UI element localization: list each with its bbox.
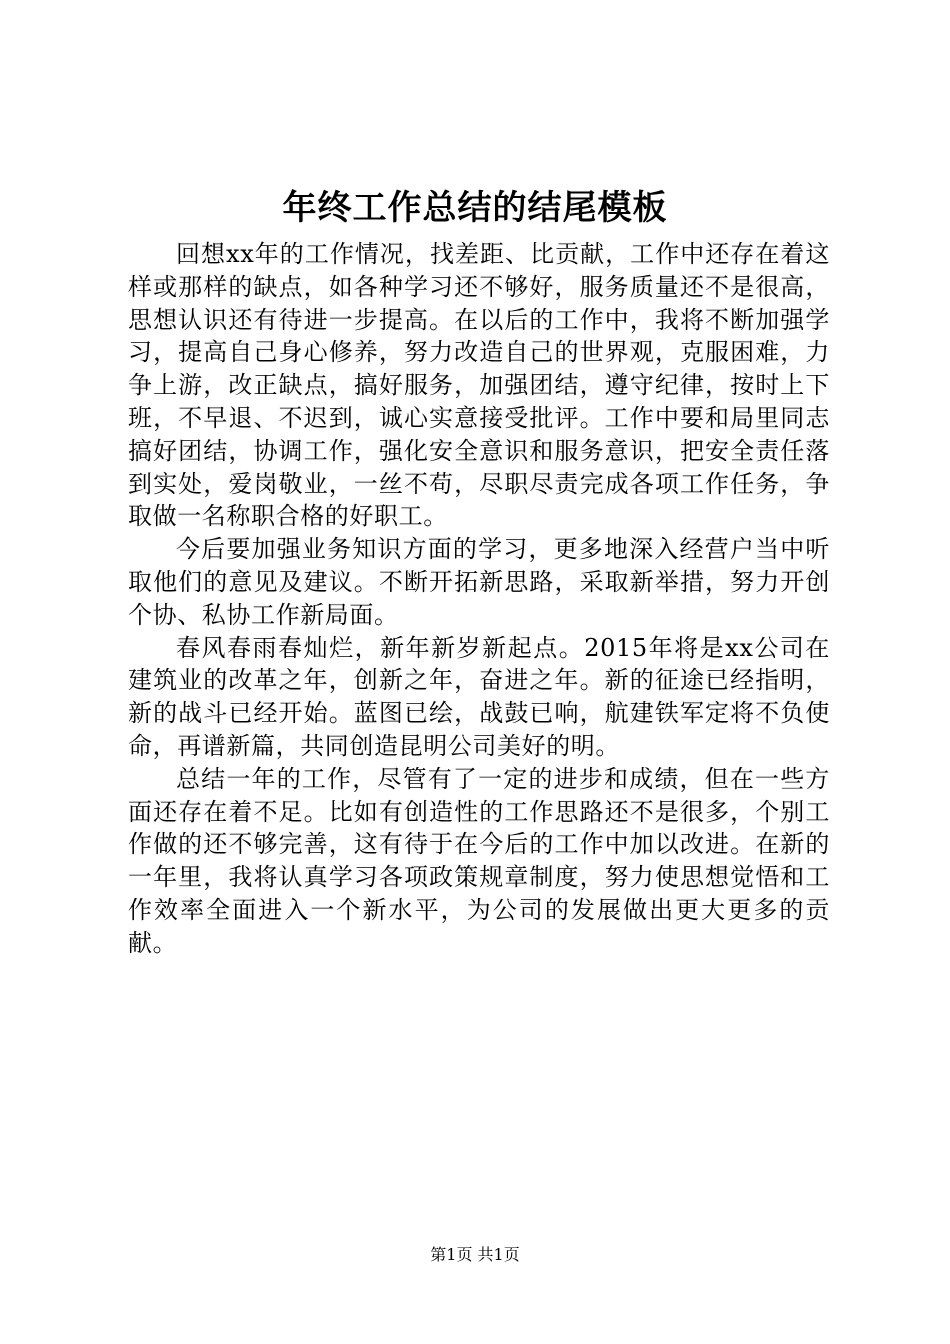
- paragraph-2: 今后要加强业务知识方面的学习，更多地深入经营户当中听取他们的意见及建议。不断开拓新思路，采取新举措，努力开创个协、私协工作新局面。: [128, 535, 830, 629]
- paragraph-1: 回想xx年的工作情况，找差距、比贡献，工作中还存在着这样或那样的缺点，如各种学习还不够好，服务质量还不是很高，思想认识还有待进一步提高。在以后的工作中，我将不断加强学习，提高自己身心修养，努力改造自己的世界观，克服困难，力争上游，改正缺点，搞好服务，加强团结，遵守纪律，按时上下班，不早退、不迟到，诚心实意接受批评。工作中要和局里同志搞好团结，协调工作，强化安全意识和服务意识，把安全责任落到实处，爱岗敬业，一丝不苟，尽职尽责完成各项工作任务，争取做一名称职合格的好职工。: [128, 240, 830, 531]
- document-body: [128, 238, 830, 960]
- document-title: 年终工作总结的结尾模板: [282, 188, 668, 228]
- paragraph-4: 总结一年的工作，尽管有了一定的进步和成绩，但在一些方面还存在着不足。比如有创造性的工作思路还不是很多，个别工作做的还不够完善，这有待于在今后的工作中加以改进。在新的一年里，我将认真学习各项政策规章制度，努力使思想觉悟和工作效率全面进入一个新水平，为公司的发展做出更大更多的贡献。: [128, 764, 830, 957]
- page-number-footer: 第1页 共1页: [430, 1245, 520, 1264]
- paragraph-3: 春风春雨春灿烂，新年新岁新起点。2015年将是xx公司在建筑业的改革之年，创新之年，奋进之年。新的征途已经指明，新的战斗已经开始。蓝图已绘，战鼓已响，航建铁军定将不负使命，再谱新篇，共同创造昆明公司美好的明。: [128, 633, 830, 760]
